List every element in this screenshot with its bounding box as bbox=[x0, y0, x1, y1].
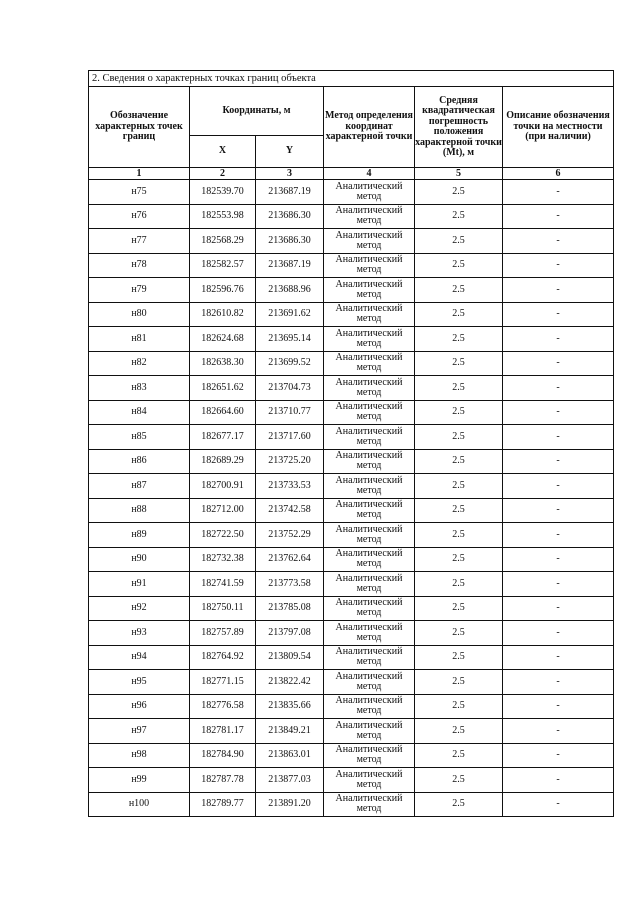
description-cell: - bbox=[503, 792, 614, 817]
method-cell: Аналитический метод bbox=[324, 498, 415, 523]
point-designation: н93 bbox=[89, 621, 190, 646]
table-row bbox=[89, 229, 614, 254]
header-coordinates: Координаты, м bbox=[190, 87, 324, 136]
method-cell: Аналитический метод bbox=[324, 572, 415, 597]
error-cell: 2.5 bbox=[415, 229, 503, 254]
error-cell: 2.5 bbox=[415, 743, 503, 768]
column-number: 1 bbox=[89, 168, 190, 180]
description-cell: - bbox=[503, 229, 614, 254]
table-row bbox=[89, 719, 614, 744]
method-cell: Аналитический метод bbox=[324, 670, 415, 695]
method-cell: Аналитический метод bbox=[324, 449, 415, 474]
error-cell: 2.5 bbox=[415, 719, 503, 744]
section-title: 2. Сведения о характерных точках границ объекта bbox=[89, 71, 614, 87]
point-designation: н75 bbox=[89, 180, 190, 205]
table-row bbox=[89, 400, 614, 425]
table-row bbox=[89, 621, 614, 646]
document-page bbox=[88, 70, 613, 817]
coordinate-x: 182610.82 bbox=[190, 302, 256, 327]
coordinate-y: 213710.77 bbox=[256, 400, 324, 425]
coordinate-y: 213752.29 bbox=[256, 523, 324, 548]
coordinate-x: 182741.59 bbox=[190, 572, 256, 597]
method-cell: Аналитический метод bbox=[324, 229, 415, 254]
method-cell: Аналитический метод bbox=[324, 792, 415, 817]
error-cell: 2.5 bbox=[415, 547, 503, 572]
column-number: 4 bbox=[324, 168, 415, 180]
point-designation: н82 bbox=[89, 351, 190, 376]
method-cell: Аналитический метод bbox=[324, 278, 415, 303]
point-designation: н77 bbox=[89, 229, 190, 254]
table-row bbox=[89, 547, 614, 572]
coordinate-y: 213773.58 bbox=[256, 572, 324, 597]
error-cell: 2.5 bbox=[415, 596, 503, 621]
coordinate-x: 182781.17 bbox=[190, 719, 256, 744]
column-number: 3 bbox=[256, 168, 324, 180]
table-row bbox=[89, 694, 614, 719]
error-cell: 2.5 bbox=[415, 327, 503, 352]
error-cell: 2.5 bbox=[415, 498, 503, 523]
coordinate-x: 182700.91 bbox=[190, 474, 256, 499]
description-cell: - bbox=[503, 351, 614, 376]
coordinate-y: 213733.53 bbox=[256, 474, 324, 499]
coordinate-y: 213704.73 bbox=[256, 376, 324, 401]
description-cell: - bbox=[503, 302, 614, 327]
point-designation: н99 bbox=[89, 768, 190, 793]
error-cell: 2.5 bbox=[415, 204, 503, 229]
point-designation: н85 bbox=[89, 425, 190, 450]
method-cell: Аналитический метод bbox=[324, 621, 415, 646]
error-cell: 2.5 bbox=[415, 523, 503, 548]
error-cell: 2.5 bbox=[415, 425, 503, 450]
point-designation: н91 bbox=[89, 572, 190, 597]
method-cell: Аналитический метод bbox=[324, 180, 415, 205]
point-designation: н89 bbox=[89, 523, 190, 548]
coordinate-x: 182553.98 bbox=[190, 204, 256, 229]
method-cell: Аналитический метод bbox=[324, 400, 415, 425]
coordinate-y: 213699.52 bbox=[256, 351, 324, 376]
coordinate-x: 182771.15 bbox=[190, 670, 256, 695]
coordinate-y: 213717.60 bbox=[256, 425, 324, 450]
boundary-points-table bbox=[88, 70, 614, 817]
table-row bbox=[89, 449, 614, 474]
table-row bbox=[89, 180, 614, 205]
method-cell: Аналитический метод bbox=[324, 376, 415, 401]
error-cell: 2.5 bbox=[415, 302, 503, 327]
coordinate-x: 182539.70 bbox=[190, 180, 256, 205]
point-designation: н98 bbox=[89, 743, 190, 768]
coordinate-y: 213797.08 bbox=[256, 621, 324, 646]
coordinate-x: 182651.62 bbox=[190, 376, 256, 401]
coordinate-y: 213686.30 bbox=[256, 204, 324, 229]
description-cell: - bbox=[503, 621, 614, 646]
coordinate-y: 213849.21 bbox=[256, 719, 324, 744]
error-cell: 2.5 bbox=[415, 449, 503, 474]
error-cell: 2.5 bbox=[415, 180, 503, 205]
point-designation: н78 bbox=[89, 253, 190, 278]
method-cell: Аналитический метод bbox=[324, 474, 415, 499]
coordinate-y: 213687.19 bbox=[256, 253, 324, 278]
point-designation: н100 bbox=[89, 792, 190, 817]
error-cell: 2.5 bbox=[415, 400, 503, 425]
description-cell: - bbox=[503, 180, 614, 205]
coordinate-x: 182568.29 bbox=[190, 229, 256, 254]
header-designation: Обозначение характерных точек границ bbox=[89, 87, 190, 168]
point-designation: н79 bbox=[89, 278, 190, 303]
description-cell: - bbox=[503, 547, 614, 572]
table-row bbox=[89, 498, 614, 523]
method-cell: Аналитический метод bbox=[324, 327, 415, 352]
table-row bbox=[89, 743, 614, 768]
method-cell: Аналитический метод bbox=[324, 547, 415, 572]
coordinate-y: 213762.64 bbox=[256, 547, 324, 572]
method-cell: Аналитический метод bbox=[324, 425, 415, 450]
point-designation: н76 bbox=[89, 204, 190, 229]
coordinate-y: 213687.19 bbox=[256, 180, 324, 205]
error-cell: 2.5 bbox=[415, 376, 503, 401]
table-row bbox=[89, 204, 614, 229]
table-row bbox=[89, 351, 614, 376]
coordinate-x: 182677.17 bbox=[190, 425, 256, 450]
coordinate-y: 213891.20 bbox=[256, 792, 324, 817]
description-cell: - bbox=[503, 376, 614, 401]
description-cell: - bbox=[503, 278, 614, 303]
error-cell: 2.5 bbox=[415, 768, 503, 793]
table-row bbox=[89, 376, 614, 401]
table-row bbox=[89, 572, 614, 597]
error-cell: 2.5 bbox=[415, 792, 503, 817]
method-cell: Аналитический метод bbox=[324, 645, 415, 670]
description-cell: - bbox=[503, 498, 614, 523]
point-designation: н96 bbox=[89, 694, 190, 719]
column-number: 2 bbox=[190, 168, 256, 180]
table-row bbox=[89, 523, 614, 548]
coordinate-x: 182712.00 bbox=[190, 498, 256, 523]
description-cell: - bbox=[503, 719, 614, 744]
table-row bbox=[89, 425, 614, 450]
table-row bbox=[89, 768, 614, 793]
coordinate-y: 213877.03 bbox=[256, 768, 324, 793]
table-row bbox=[89, 278, 614, 303]
coordinate-y: 213809.54 bbox=[256, 645, 324, 670]
header-x: X bbox=[190, 136, 256, 168]
table-row bbox=[89, 670, 614, 695]
description-cell: - bbox=[503, 425, 614, 450]
table-row bbox=[89, 792, 614, 817]
point-designation: н86 bbox=[89, 449, 190, 474]
point-designation: н87 bbox=[89, 474, 190, 499]
column-number: 5 bbox=[415, 168, 503, 180]
coordinate-y: 213742.58 bbox=[256, 498, 324, 523]
error-cell: 2.5 bbox=[415, 694, 503, 719]
coordinate-x: 182732.38 bbox=[190, 547, 256, 572]
description-cell: - bbox=[503, 645, 614, 670]
header-description: Описание обозначения точки на местности (при наличии) bbox=[503, 87, 614, 168]
description-cell: - bbox=[503, 253, 614, 278]
header-error: Средняя квадратическая погрешность положения характерной точки (Mt), м bbox=[415, 87, 503, 168]
coordinate-x: 182596.76 bbox=[190, 278, 256, 303]
description-cell: - bbox=[503, 694, 614, 719]
error-cell: 2.5 bbox=[415, 645, 503, 670]
method-cell: Аналитический метод bbox=[324, 596, 415, 621]
method-cell: Аналитический метод bbox=[324, 523, 415, 548]
coordinate-y: 213863.01 bbox=[256, 743, 324, 768]
description-cell: - bbox=[503, 449, 614, 474]
description-cell: - bbox=[503, 204, 614, 229]
description-cell: - bbox=[503, 523, 614, 548]
point-designation: н81 bbox=[89, 327, 190, 352]
table-row bbox=[89, 596, 614, 621]
table-row bbox=[89, 645, 614, 670]
method-cell: Аналитический метод bbox=[324, 253, 415, 278]
point-designation: н83 bbox=[89, 376, 190, 401]
error-cell: 2.5 bbox=[415, 572, 503, 597]
coordinate-y: 213691.62 bbox=[256, 302, 324, 327]
coordinate-x: 182750.11 bbox=[190, 596, 256, 621]
error-cell: 2.5 bbox=[415, 351, 503, 376]
table-row bbox=[89, 253, 614, 278]
table-row bbox=[89, 302, 614, 327]
column-number: 6 bbox=[503, 168, 614, 180]
coordinate-y: 213725.20 bbox=[256, 449, 324, 474]
column-numbers-row bbox=[89, 168, 614, 180]
description-cell: - bbox=[503, 670, 614, 695]
method-cell: Аналитический метод bbox=[324, 302, 415, 327]
method-cell: Аналитический метод bbox=[324, 351, 415, 376]
coordinate-x: 182789.77 bbox=[190, 792, 256, 817]
point-designation: н88 bbox=[89, 498, 190, 523]
description-cell: - bbox=[503, 743, 614, 768]
coordinate-x: 182787.78 bbox=[190, 768, 256, 793]
error-cell: 2.5 bbox=[415, 474, 503, 499]
coordinate-x: 182582.57 bbox=[190, 253, 256, 278]
description-cell: - bbox=[503, 327, 614, 352]
coordinate-y: 213688.96 bbox=[256, 278, 324, 303]
coordinate-x: 182757.89 bbox=[190, 621, 256, 646]
coordinate-x: 182624.68 bbox=[190, 327, 256, 352]
method-cell: Аналитический метод bbox=[324, 768, 415, 793]
description-cell: - bbox=[503, 400, 614, 425]
point-designation: н84 bbox=[89, 400, 190, 425]
point-designation: н90 bbox=[89, 547, 190, 572]
point-designation: н92 bbox=[89, 596, 190, 621]
method-cell: Аналитический метод bbox=[324, 743, 415, 768]
coordinate-x: 182638.30 bbox=[190, 351, 256, 376]
coordinate-y: 213695.14 bbox=[256, 327, 324, 352]
table-body bbox=[89, 180, 614, 817]
point-designation: н80 bbox=[89, 302, 190, 327]
coordinate-x: 182664.60 bbox=[190, 400, 256, 425]
coordinate-y: 213822.42 bbox=[256, 670, 324, 695]
point-designation: н97 bbox=[89, 719, 190, 744]
error-cell: 2.5 bbox=[415, 278, 503, 303]
description-cell: - bbox=[503, 474, 614, 499]
description-cell: - bbox=[503, 572, 614, 597]
coordinate-x: 182784.90 bbox=[190, 743, 256, 768]
coordinate-x: 182689.29 bbox=[190, 449, 256, 474]
method-cell: Аналитический метод bbox=[324, 719, 415, 744]
coordinate-x: 182722.50 bbox=[190, 523, 256, 548]
coordinate-x: 182764.92 bbox=[190, 645, 256, 670]
description-cell: - bbox=[503, 768, 614, 793]
error-cell: 2.5 bbox=[415, 621, 503, 646]
table-row bbox=[89, 327, 614, 352]
description-cell: - bbox=[503, 596, 614, 621]
method-cell: Аналитический метод bbox=[324, 694, 415, 719]
coordinate-y: 213785.08 bbox=[256, 596, 324, 621]
error-cell: 2.5 bbox=[415, 253, 503, 278]
coordinate-x: 182776.58 bbox=[190, 694, 256, 719]
method-cell: Аналитический метод bbox=[324, 204, 415, 229]
coordinate-y: 213835.66 bbox=[256, 694, 324, 719]
header-y: Y bbox=[256, 136, 324, 168]
error-cell: 2.5 bbox=[415, 670, 503, 695]
point-designation: н94 bbox=[89, 645, 190, 670]
coordinate-y: 213686.30 bbox=[256, 229, 324, 254]
table-row bbox=[89, 474, 614, 499]
header-method: Метод определения координат характерной точки bbox=[324, 87, 415, 168]
point-designation: н95 bbox=[89, 670, 190, 695]
